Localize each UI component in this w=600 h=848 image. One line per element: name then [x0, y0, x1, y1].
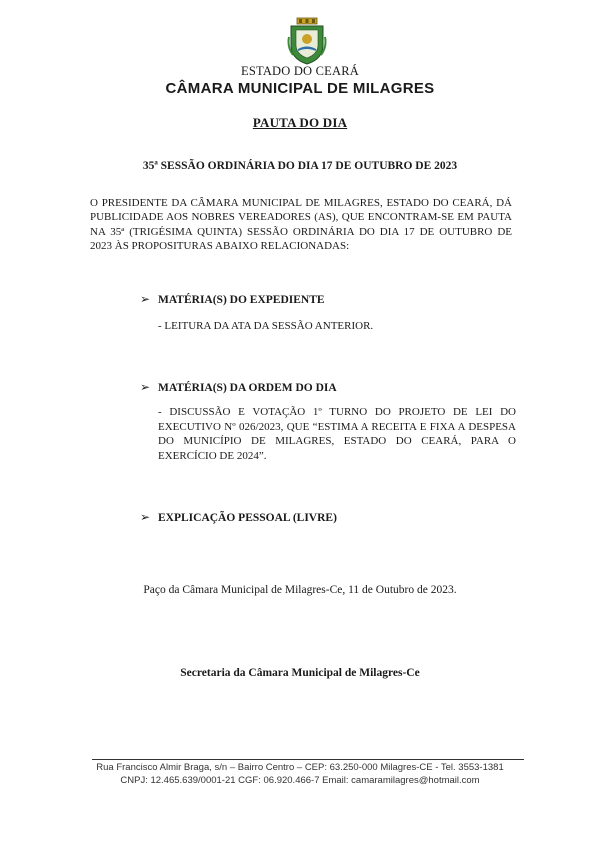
arrow-bullet-icon: ➢ — [140, 380, 151, 394]
footer-address: Rua Francisco Almir Braga, s/n – Bairro Centro – CEP: 63.250-000 Milagres-CE - Tel. 3553-1381 — [96, 762, 504, 773]
place-date: Paço da Câmara Municipal de Milagres-Ce, 11 de Outubro de 2023. — [143, 584, 457, 596]
section-heading-text: EXPLICAÇÃO PESSOAL (LIVRE) — [158, 512, 337, 524]
agenda-title: PAUTA DO DIA — [252, 115, 348, 130]
coat-of-arms-icon — [287, 17, 327, 65]
arrow-bullet-icon: ➢ — [140, 510, 151, 524]
session-title: 35ª SESSÃO ORDINÁRIA DO DIA 17 DE OUTUBRO DE 2023 — [142, 160, 458, 172]
chamber-name: CÂMARA MUNICIPAL DE MILAGRES — [165, 80, 435, 97]
signature-line: Secretaria da Câmara Municipal de Milagres-Ce — [180, 667, 420, 679]
footer-contact: CNPJ: 12.465.639/0001-21 CGF: 06.920.466-7 Email: camaramilagres@hotmail.com — [120, 775, 480, 786]
section-heading-text: MATÉRIA(S) DO EXPEDIENTE — [158, 294, 325, 306]
footer-divider — [92, 759, 524, 760]
section-heading-ordem-do-dia — [140, 380, 337, 395]
section-heading-text: MATÉRIA(S) DA ORDEM DO DIA — [158, 382, 337, 394]
arrow-bullet-icon: ➢ — [140, 292, 151, 306]
section-heading-expediente — [140, 292, 325, 307]
intro-paragraph: O PRESIDENTE DA CÂMARA MUNICIPAL DE MILAGRES, ESTADO DO CEARÁ, DÁ PUBLICIDADE AOS NOBRES VEREADORES (AS), QUE ENCONTRAM-SE EM PAUTA NA 35ª (TRIGÉSIMA QUINTA) SESSÃO ORDINÁRIA DO DIA 17 DE OUTUBRO DE 2023 ÀS PROPOSITURAS ABAIXO RELACIONADAS: — [90, 197, 512, 253]
section-heading-explicacao-pessoal — [140, 510, 337, 525]
state-name: ESTADO DO CEARÁ — [241, 64, 359, 78]
section-item: - LEITURA DA ATA DA SESSÃO ANTERIOR. — [158, 320, 374, 332]
section-item: - DISCUSSÃO E VOTAÇÃO 1º TURNO DO PROJETO DE LEI DO EXECUTIVO Nº 026/2023, QUE “ESTIMA A RECEITA E FIXA A DESPESA DO MUNICÍPIO DE MILAGRES, ESTADO DO CEARÁ, PARA O EXERCÍCIO DE 2024”. — [158, 406, 516, 462]
